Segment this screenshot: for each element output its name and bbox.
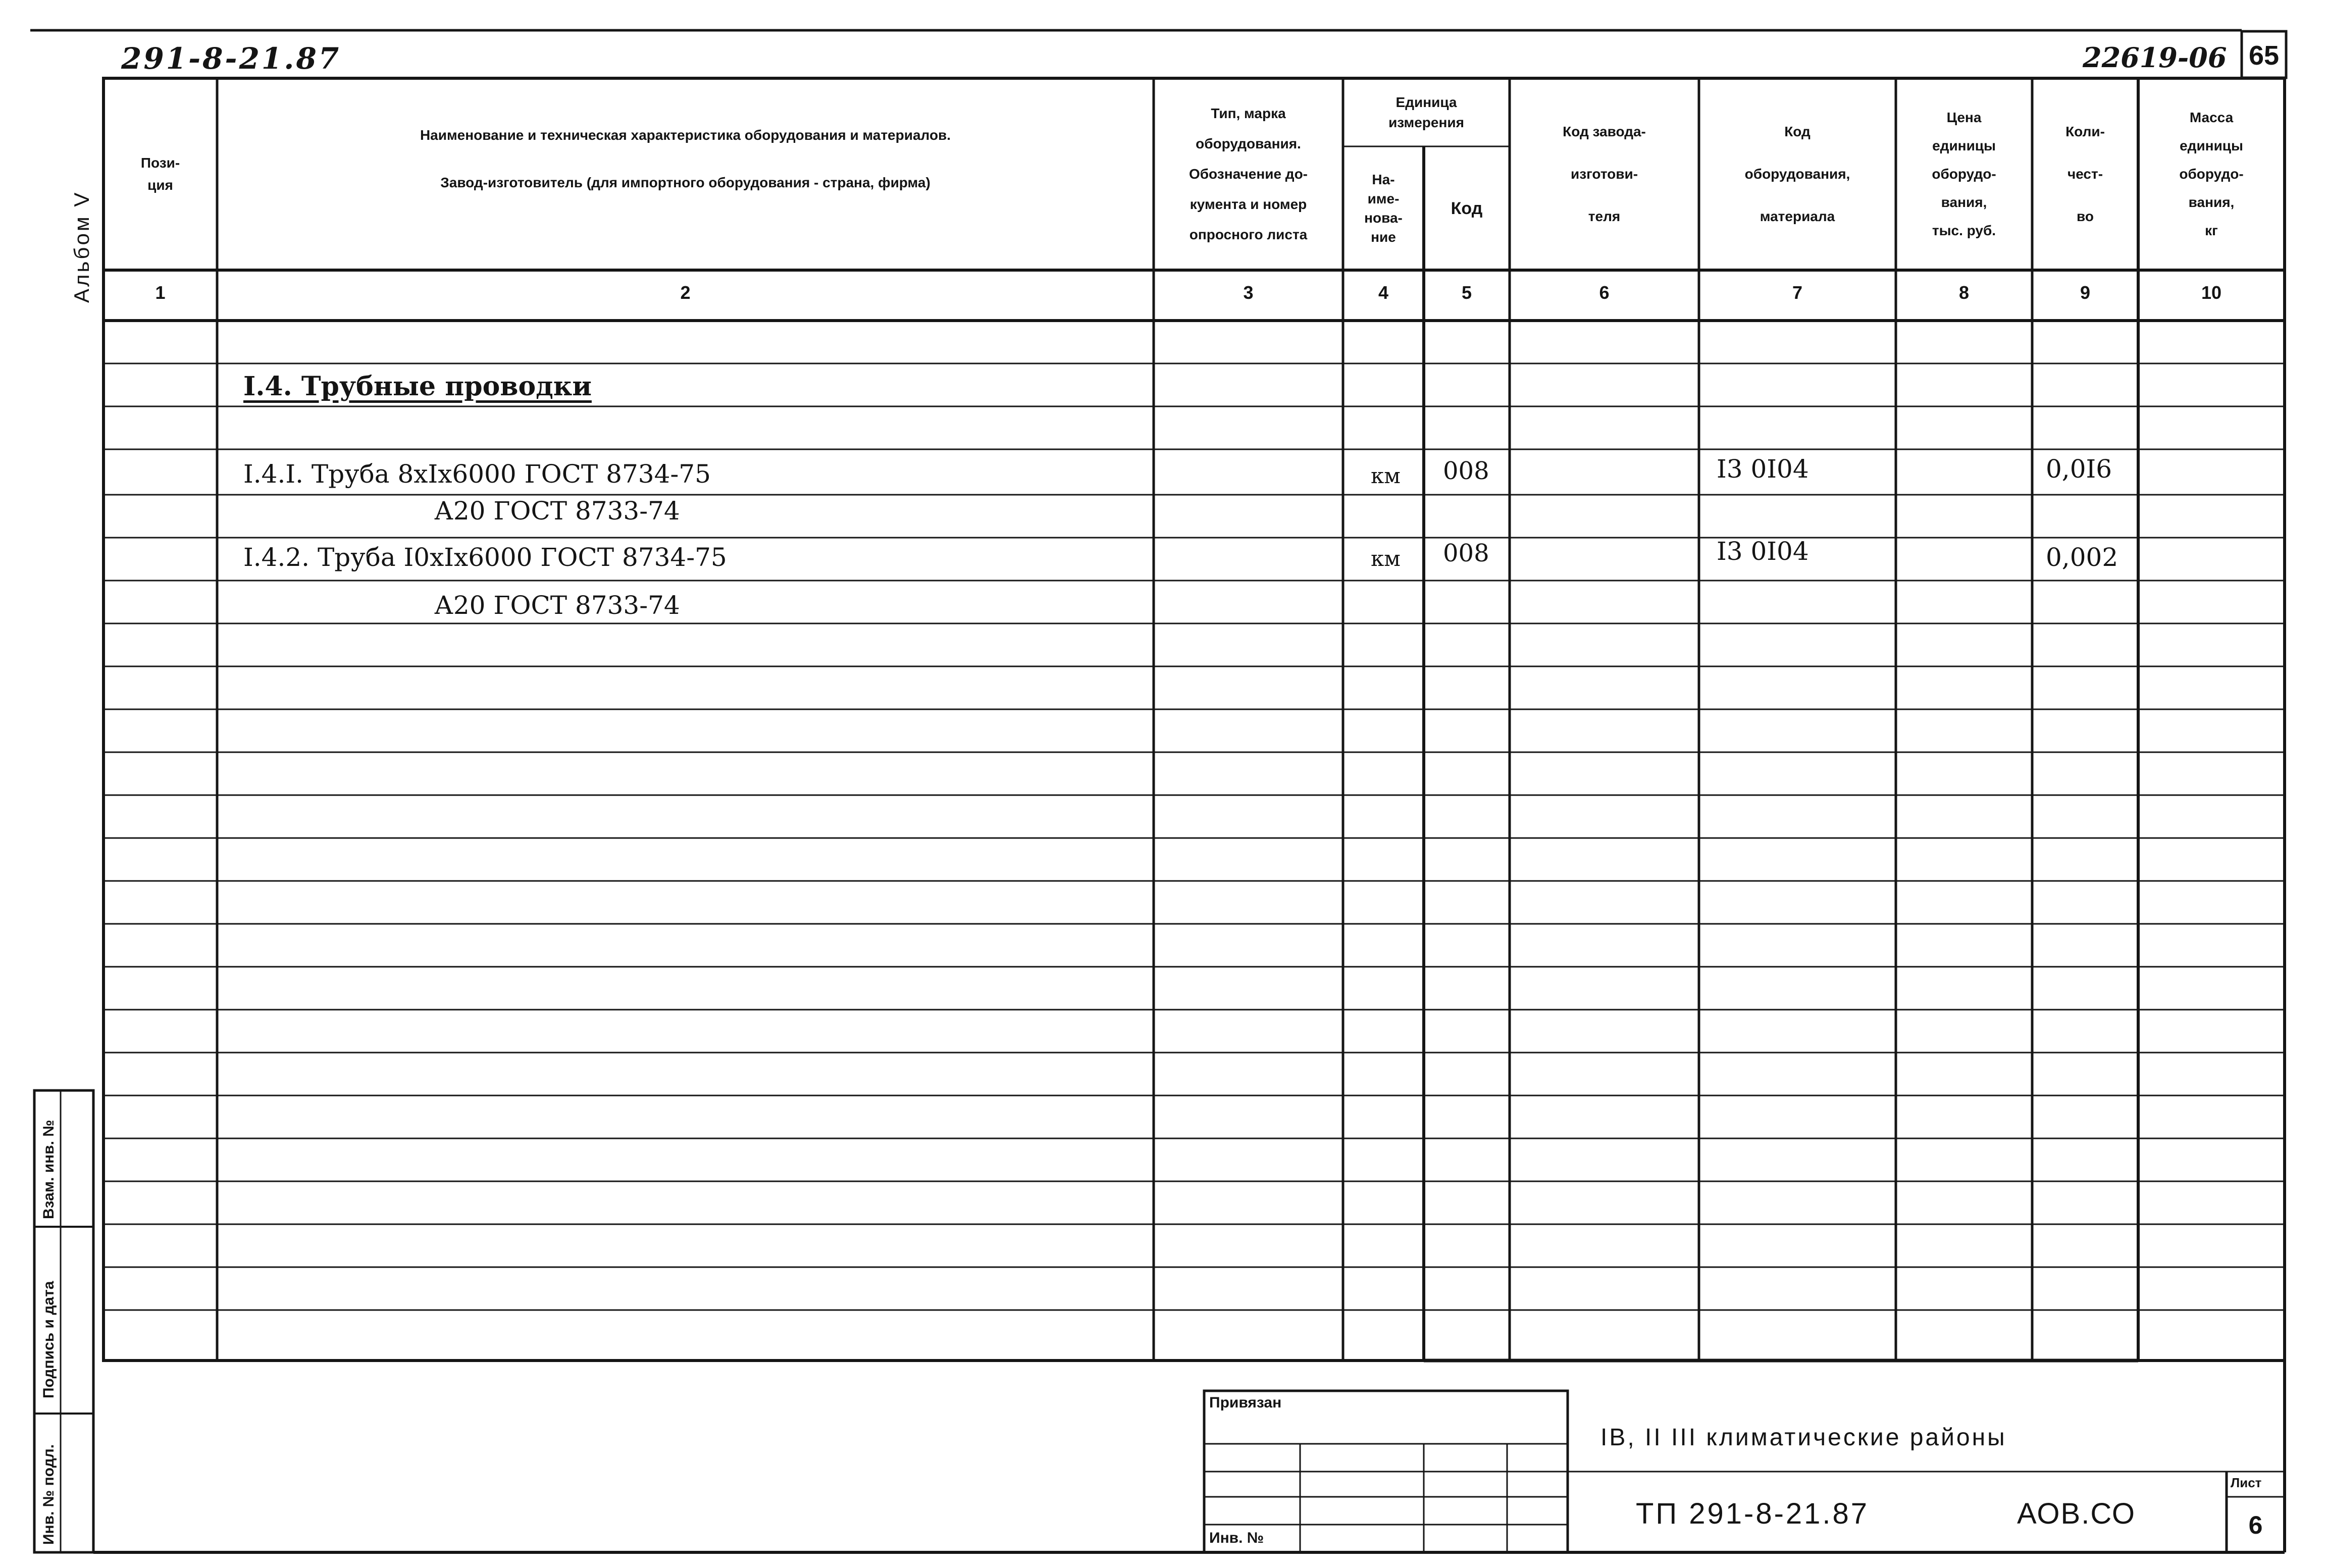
col-header-position: Пози- ция <box>140 155 180 193</box>
item1-unit-code: 008 <box>1443 457 1489 485</box>
col-number-9: 9 <box>2080 282 2091 303</box>
stamp-vzam-inv: Взам. инв. № <box>40 1120 57 1219</box>
sheet-number: 6 <box>2248 1510 2263 1539</box>
privyazan-label: Привязан <box>1209 1394 1282 1411</box>
col-header-unit-group: Единица измерения <box>1388 94 1464 130</box>
stamp-podpis-data: Подпись и дата <box>40 1281 57 1398</box>
col-header-name <box>217 78 1154 270</box>
col-number-7: 7 <box>1792 282 1803 303</box>
col-number-1: 1 <box>155 282 166 303</box>
col-number-8: 8 <box>1958 282 1970 303</box>
col-header-quantity: Коли- чест- во <box>2065 124 2105 224</box>
col-header-unit-name: На- име- нова- ние <box>1364 171 1403 245</box>
doc-code-right: 22619-06 <box>2083 41 2227 74</box>
col-number-5: 5 <box>1461 282 1472 303</box>
col-header-name-line1: Наименование и техническая характеристика оборудования и материалов. <box>420 127 951 143</box>
col-header-type: Тип, марка оборудования. Обозначение до- кумента и номер опросного листа <box>1188 106 1308 242</box>
col-number-10: 10 <box>2201 282 2222 303</box>
item2-name: I.4.2. Труба I0xIx6000 ГОСТ 8734-75 <box>243 543 727 572</box>
item2-unit-code: 008 <box>1443 539 1489 567</box>
doc-code-left: 291-8-21.87 <box>121 41 341 76</box>
item2-name-continuation: А20 ГОСТ 8733-74 <box>434 591 680 620</box>
stamp-inv-podl: Инв. № подл. <box>40 1444 57 1545</box>
item2-unit: км <box>1371 546 1401 571</box>
col-header-price: Цена единицы оборудо- вания, тыс. руб. <box>1932 110 1996 238</box>
document-mark: АОВ.СО <box>2017 1497 2136 1530</box>
inv-no-label: Инв. № <box>1209 1530 1264 1546</box>
col-number-3: 3 <box>1243 282 1254 303</box>
col-header-factory-code: Код завода- изготови- теля <box>1563 124 1646 224</box>
col-number-6: 6 <box>1599 282 1610 303</box>
item1-unit: км <box>1371 463 1401 488</box>
item1-name-continuation: А20 ГОСТ 8733-74 <box>434 496 680 526</box>
col-header-mass: Масса единицы оборудо- вания, кг <box>2179 110 2244 238</box>
sheet-label: Лист <box>2231 1475 2262 1490</box>
item2-equipment-code: I3 0I04 <box>1717 537 1809 566</box>
item1-quantity: 0,0I6 <box>2046 454 2112 484</box>
album-label: Альбом V <box>70 190 93 303</box>
climate-regions: IВ, II III климатические районы <box>1600 1424 2007 1451</box>
project-code: ТП 291-8-21.87 <box>1636 1497 1870 1530</box>
col-number-2: 2 <box>680 282 691 303</box>
col-header-equipment-code: Код оборудования, материала <box>1744 124 1850 224</box>
item1-name: I.4.I. Труба 8xIx6000 ГОСТ 8734-75 <box>243 459 711 489</box>
page-number: 65 <box>2248 40 2280 71</box>
section-title: I.4. Трубные проводки <box>243 371 592 402</box>
col-number-4: 4 <box>1378 282 1389 303</box>
item1-equipment-code: I3 0I04 <box>1717 454 1809 484</box>
col-header-name-line2: Завод-изготовитель (для импортного оборудования - страна, фирма) <box>440 175 931 190</box>
item2-quantity: 0,002 <box>2046 543 2118 572</box>
col-header-unit-code: Код <box>1451 198 1483 218</box>
